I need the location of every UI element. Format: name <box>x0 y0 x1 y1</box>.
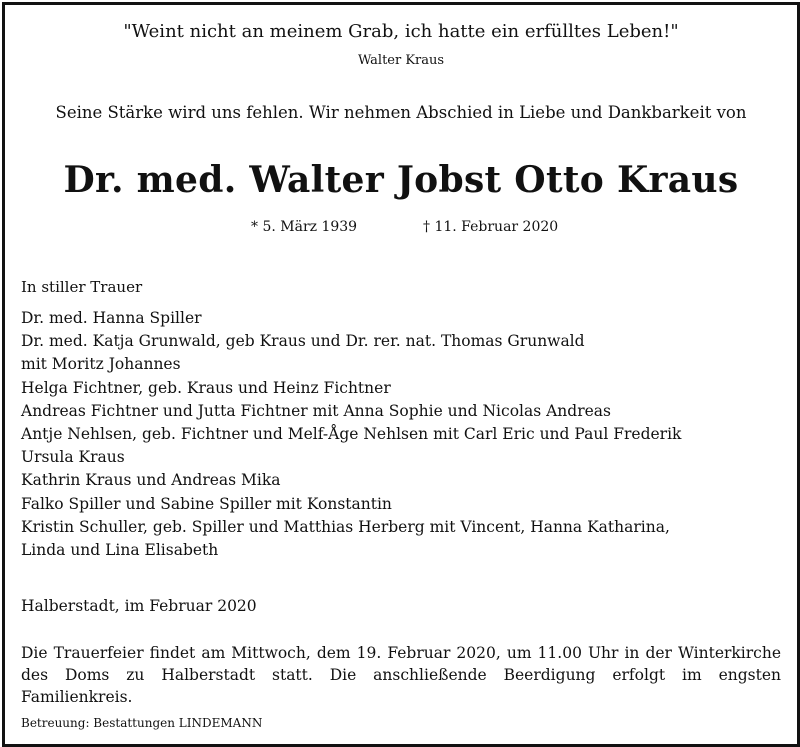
death-date: † 11. Februar 2020 <box>423 219 559 235</box>
birth-date: * 5. März 1939 <box>251 219 358 235</box>
intro-text: Seine Stärke wird uns fehlen. Wir nehmen Abschied in Liebe und Dankbarkeit von <box>55 103 747 122</box>
deceased-name: Dr. med. Walter Jobst Otto Kraus <box>63 159 739 201</box>
service-line: Familienkreis. <box>21 688 133 706</box>
service-line: Die Trauerfeier findet am Mittwoch, dem 19. Februar 2020, um 11.00 Uhr in der Winterkirche <box>21 644 781 662</box>
mourning-label: In stiller Trauer <box>21 278 143 296</box>
funeral-service-text <box>21 642 781 708</box>
care-note: Betreuung: Bestattungen LINDEMANN <box>21 716 263 730</box>
mourner-line: Ursula Kraus <box>21 448 125 467</box>
quote-author: Walter Kraus <box>357 53 445 68</box>
mourners-list <box>21 307 681 562</box>
mourner-line: Andreas Fichtner und Jutta Fichtner mit Anna Sophie und Nicolas Andreas <box>21 401 611 420</box>
quote-text: "Weint nicht an meinem Grab, ich hatte ein erfülltes Leben!" <box>123 21 679 42</box>
mourner-line: Antje Nehlsen, geb. Fichtner und Melf-Åge Nehlsen mit Carl Eric und Paul Frederik <box>21 424 682 443</box>
obituary-notice <box>2 2 800 747</box>
mourner-line: Falko Spiller und Sabine Spiller mit Konstantin <box>21 494 392 513</box>
mourner-line: Linda und Lina Elisabeth <box>21 540 219 559</box>
mourner-line: Helga Fichtner, geb. Kraus und Heinz Fichtner <box>21 378 391 397</box>
mourner-line: Kathrin Kraus und Andreas Mika <box>21 471 281 490</box>
mourner-line: Dr. med. Katja Grunwald, geb Kraus und Dr. rer. nat. Thomas Grunwald <box>21 332 585 351</box>
service-line: des Doms zu Halberstadt statt. Die anschließende Beerdigung erfolgt im engsten <box>21 666 781 684</box>
place-date: Halberstadt, im Februar 2020 <box>21 597 257 615</box>
mourner-line: mit Moritz Johannes <box>21 355 181 374</box>
mourner-line: Kristin Schuller, geb. Spiller und Matthias Herberg mit Vincent, Hanna Katharina, <box>21 517 670 536</box>
mourner-line: Dr. med. Hanna Spiller <box>21 309 202 327</box>
